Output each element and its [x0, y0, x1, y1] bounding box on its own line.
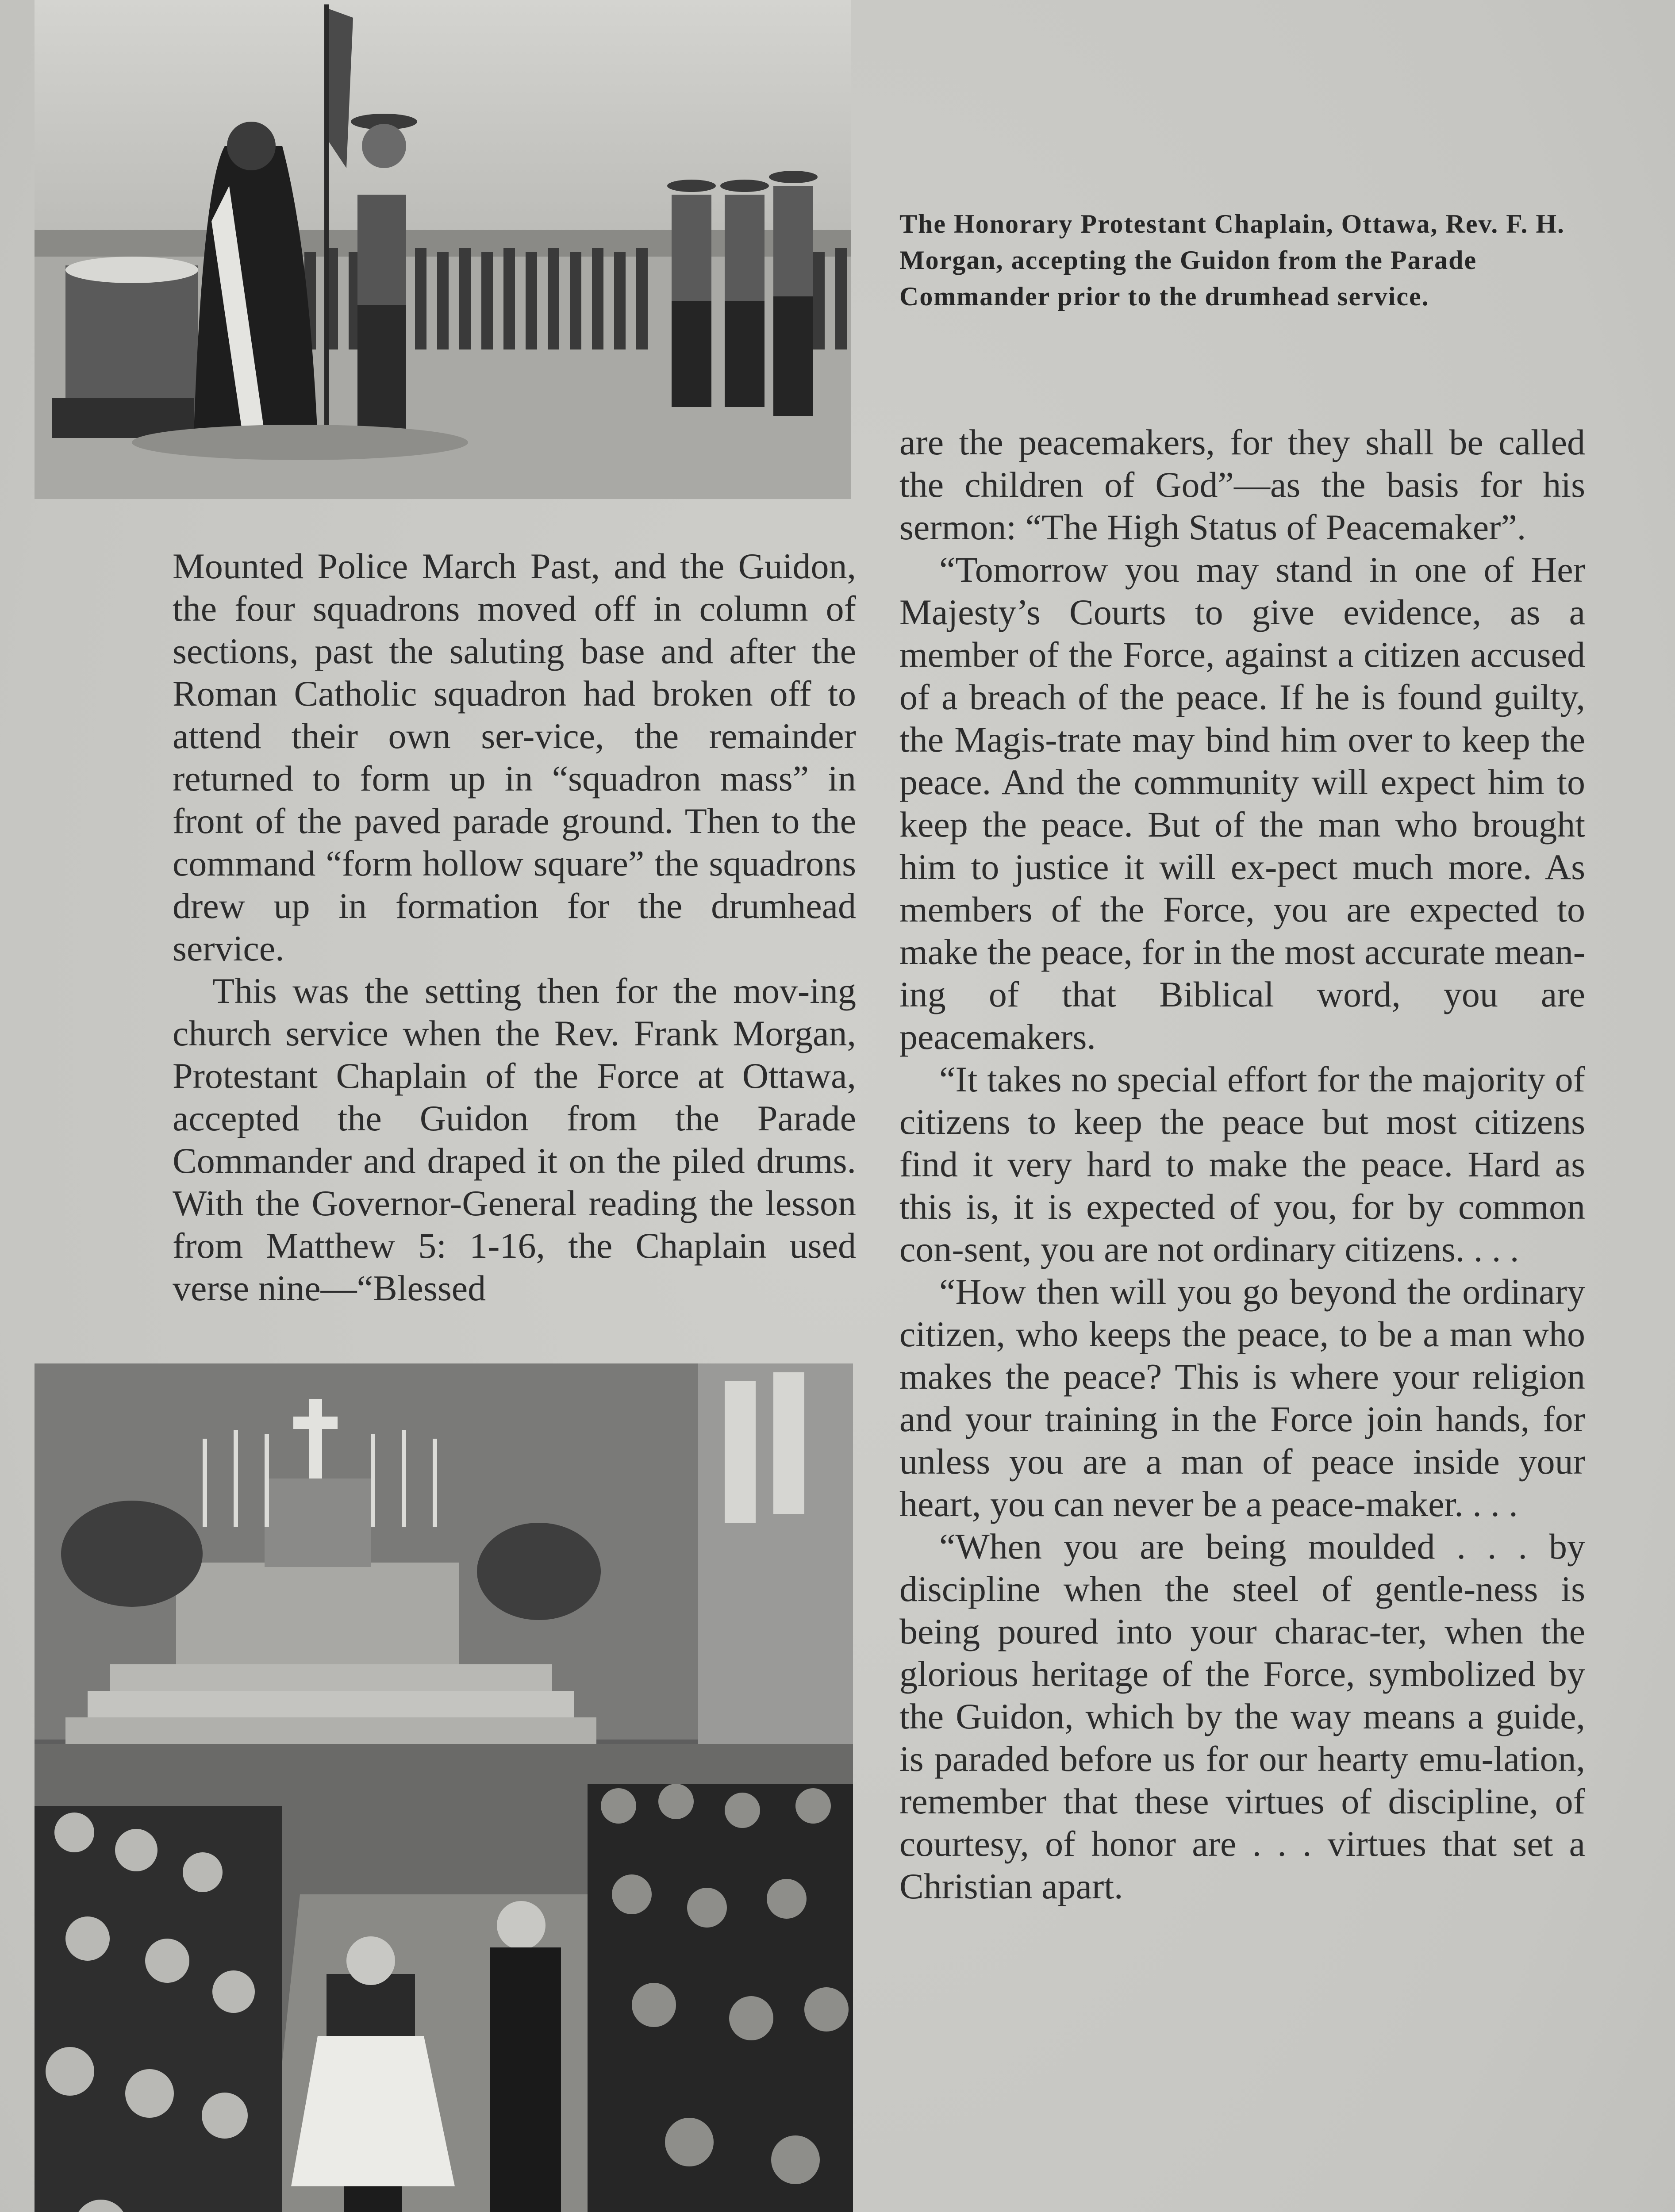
- right-paragraph-2: “Tomorrow you may stand in one of Her Majesty’s Courts to give evidence, as a member of the Force, against a citizen accused of a breach of the peace. If he is found guilty, the Magis-trate may bind him over to keep the peace. And the community will expect him to keep the peace. But of the man who brought him to justice it will ex-pect much more. As members of the Force, you are expected to make the peace, for in the most accurate mean-ing of that Biblical word, you are peacemakers.: [899, 549, 1585, 1057]
- guidon-ceremony-photo: [35, 0, 851, 499]
- left-paragraph-2: This was the setting then for the mov-ing church service when the Rev. Frank Morgan, Protestant Chaplain of the Force at Ottawa, accepted the Guidon from the Parade Commander and draped it on the piled drums. With the Governor-General reading the lesson from Matthew 5: 1-16, the Chaplain used verse nine—“Blessed: [173, 971, 856, 1308]
- right-text-column: [899, 421, 1585, 1908]
- church-exit-illustration: [35, 1363, 853, 2212]
- right-paragraph-4: “How then will you go beyond the ordinary citizen, who keeps the peace, to be a man who makes the peace? This is where your religion and your training in the Force join hands, for unless you are a man of peace inside your heart, you can never be a peace-maker. . . .: [899, 1271, 1585, 1524]
- left-paragraph-1: Mounted Police March Past, and the Guidon, the four squadrons moved off in column of sections, past the saluting base and after the Roman Catholic squadron had broken off to attend their own ser-vice, the remainder returned to form up in “squadron mass” in front of the paved parade ground. Then to the command “form hollow square” the squadrons drew up in formation for the drumhead service.: [173, 546, 856, 968]
- guidon-ceremony-illustration: [35, 0, 851, 499]
- right-paragraph-1: are the peacemakers, for they shall be called the children of God”—as the basis for his sermon: “The High Status of Peacemaker”.: [899, 422, 1585, 547]
- right-paragraph-3: “It takes no special effort for the majority of citizens to keep the peace but most citizens find it very hard to make the peace. Hard as this is, it is expected of you, for by common con-sent, you are not ordinary citizens. . . .: [899, 1059, 1585, 1269]
- top-photo-caption: The Honorary Protestant Chaplain, Ottawa, Rev. F. H. Morgan, accepting the Guidon from the Parade Commander prior to the drumhead service.: [899, 209, 1565, 311]
- left-text-column: [173, 545, 856, 1310]
- church-exit-photo: [35, 1363, 853, 2212]
- right-paragraph-5: “When you are being moulded . . . by discipline when the steel of gentle-ness is being poured into your charac-ter, when the glorious heritage of the Force, symbolized by the Guidon, which by the way means a guide, is paraded before us for our hearty emu-lation, remember that these virtues of discipline, of courtesy, of honor are . . . virtues that set a Christian apart.: [899, 1526, 1585, 1906]
